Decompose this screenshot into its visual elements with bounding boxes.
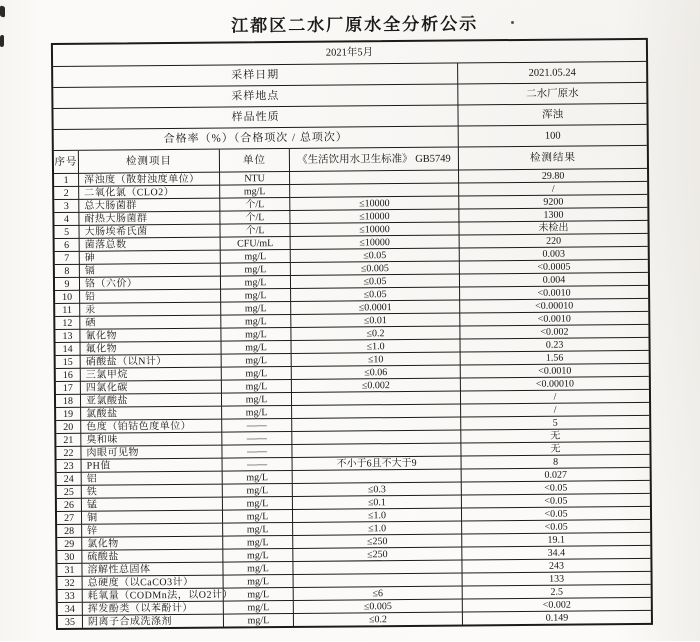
cell-item: 铁 bbox=[82, 485, 223, 499]
cell-unit: mg/L bbox=[221, 263, 291, 277]
cell-result: 9200 bbox=[459, 195, 647, 210]
cell-result: 34.4 bbox=[462, 546, 650, 561]
cell-seq: 19 bbox=[56, 408, 81, 421]
cell-standard: ≤10 bbox=[292, 352, 461, 366]
cell-standard: ≤1.0 bbox=[292, 339, 461, 353]
cell-seq: 28 bbox=[57, 525, 82, 538]
info-label: 采样地点 bbox=[53, 85, 458, 110]
cell-item: 色度（铂钴色度单位） bbox=[81, 420, 222, 434]
cell-standard: ≤0.01 bbox=[291, 313, 460, 327]
cell-unit: —— bbox=[222, 445, 292, 459]
cell-result: 133 bbox=[463, 572, 651, 587]
header-result: 检测结果 bbox=[459, 146, 647, 171]
cell-result: 0.027 bbox=[462, 468, 650, 483]
cell-standard: ≤0.0001 bbox=[291, 300, 460, 314]
cell-item: 锰 bbox=[82, 498, 223, 512]
cell-seq: 22 bbox=[56, 447, 81, 460]
cell-seq: 35 bbox=[58, 616, 83, 628]
analysis-table bbox=[51, 38, 653, 630]
cell-result: 1.56 bbox=[461, 351, 649, 366]
cell-item: 总大肠菌群 bbox=[79, 199, 220, 213]
cell-item: 铅 bbox=[80, 290, 221, 304]
cell-unit: mg/L bbox=[222, 393, 292, 407]
cell-standard: ≤0.002 bbox=[292, 378, 461, 392]
info-value: 2021.05.24 bbox=[458, 62, 646, 85]
cell-standard: ≤0.06 bbox=[292, 365, 461, 379]
cell-standard: ≤0.1 bbox=[293, 495, 462, 509]
cell-item: 氟化物 bbox=[81, 342, 222, 356]
cell-item: 硝酸盐（以N计） bbox=[81, 355, 222, 369]
cell-unit: mg/L bbox=[223, 562, 293, 576]
cell-unit: mg/L bbox=[223, 523, 293, 537]
cell-result: 243 bbox=[462, 559, 650, 574]
cell-seq: 2 bbox=[54, 187, 79, 200]
cell-standard: ≤0.005 bbox=[291, 261, 460, 275]
cell-seq: 30 bbox=[57, 551, 82, 564]
cell-item: 氰化物 bbox=[80, 329, 221, 343]
page-title: 江都区二水厂原水全分析公示 bbox=[231, 14, 479, 36]
cell-seq: 13 bbox=[55, 330, 80, 343]
cell-item: 挥发酚类（以苯酚计） bbox=[83, 602, 224, 616]
cell-unit: mg/L bbox=[221, 315, 291, 329]
cell-item: 耗氧量（CODMn法，以O2计） bbox=[83, 589, 224, 603]
cell-result: / bbox=[461, 403, 649, 418]
cell-seq: 1 bbox=[54, 174, 79, 187]
cell-standard: ≤0.2 bbox=[291, 326, 460, 340]
cell-result: 无 bbox=[461, 429, 649, 444]
cell-item: 铬（六价） bbox=[80, 277, 221, 291]
cell-item: 铜 bbox=[82, 511, 223, 525]
cell-unit: mg/L bbox=[223, 471, 293, 485]
cell-standard: 不小于6且不大于9 bbox=[293, 456, 462, 470]
cell-unit: mg/L bbox=[223, 510, 293, 524]
cell-result: 2.5 bbox=[463, 585, 651, 600]
header-unit: 单位 bbox=[220, 149, 290, 173]
cell-unit: —— bbox=[223, 458, 293, 472]
header-seq: 序号 bbox=[54, 151, 79, 174]
cell-result: 0.23 bbox=[460, 338, 648, 353]
cell-standard: ≤0.05 bbox=[291, 274, 460, 288]
cell-result: / bbox=[461, 390, 649, 405]
cell-seq: 26 bbox=[57, 499, 82, 512]
cell-seq: 18 bbox=[56, 395, 81, 408]
cell-result: 8 bbox=[462, 455, 650, 470]
cell-item: 汞 bbox=[80, 303, 221, 317]
cell-unit: —— bbox=[222, 432, 292, 446]
cell-seq: 32 bbox=[58, 577, 83, 590]
cell-seq: 25 bbox=[57, 486, 82, 499]
cell-seq: 4 bbox=[54, 213, 79, 226]
cell-unit: mg/L bbox=[222, 406, 292, 420]
cell-standard: ≤0.05 bbox=[291, 287, 460, 301]
info-label: 合格率（%）（合格项次 / 总项次） bbox=[54, 127, 459, 152]
cell-item: 阴离子合成洗涤剂 bbox=[83, 615, 224, 628]
cell-result: <0.00010 bbox=[460, 299, 648, 314]
cell-seq: 21 bbox=[56, 434, 81, 447]
cell-unit: CFU/mL bbox=[221, 237, 291, 251]
cell-item: 铝 bbox=[82, 472, 223, 486]
cell-unit: mg/L bbox=[221, 250, 291, 264]
cell-unit: mg/L bbox=[223, 497, 293, 511]
cell-standard: ≤1.0 bbox=[293, 521, 462, 535]
cell-seq: 17 bbox=[56, 382, 81, 395]
cell-unit: 个/L bbox=[220, 211, 290, 225]
cell-result: / bbox=[459, 182, 647, 197]
cell-standard: ≤0.3 bbox=[293, 482, 462, 496]
info-value: 浑浊 bbox=[458, 104, 646, 127]
cell-standard: ≤250 bbox=[293, 547, 462, 561]
cell-seq: 11 bbox=[55, 304, 80, 317]
cell-item: 二氧化氯（CLO2） bbox=[79, 186, 220, 200]
cell-seq: 15 bbox=[56, 356, 81, 369]
cell-result: 0.004 bbox=[460, 273, 648, 288]
cell-item: 亚氯酸盐 bbox=[81, 394, 222, 408]
cell-unit: mg/L bbox=[224, 614, 294, 627]
header-item: 检测项目 bbox=[79, 150, 220, 174]
cell-unit: mg/L bbox=[222, 341, 292, 355]
cell-seq: 33 bbox=[58, 590, 83, 603]
cell-unit: mg/L bbox=[221, 289, 291, 303]
cell-result: <0.0010 bbox=[461, 364, 649, 379]
cell-unit: mg/L bbox=[222, 380, 292, 394]
cell-unit: mg/L bbox=[220, 185, 290, 199]
cell-result: 未检出 bbox=[459, 221, 647, 236]
cell-standard: ≤10000 bbox=[290, 196, 459, 210]
cell-standard: ≤0.005 bbox=[294, 599, 463, 613]
cell-result: 5 bbox=[461, 416, 649, 431]
cell-result: <0.05 bbox=[462, 520, 650, 535]
cell-result: <0.0010 bbox=[460, 312, 648, 327]
cell-unit: NTU bbox=[220, 172, 290, 186]
cell-result: <0.0005 bbox=[460, 260, 648, 275]
cell-item: 菌落总数 bbox=[80, 238, 221, 252]
cell-item: 氯酸盐 bbox=[81, 407, 222, 421]
cell-seq: 9 bbox=[55, 278, 80, 291]
cell-seq: 5 bbox=[54, 226, 79, 239]
cell-seq: 10 bbox=[55, 291, 80, 304]
cell-unit: 个/L bbox=[220, 198, 290, 212]
cell-item: 砷 bbox=[80, 251, 221, 265]
header-standard: 《生活饮用水卫生标准》 GB5749 bbox=[290, 148, 459, 172]
cell-unit: 个/L bbox=[220, 224, 290, 238]
report-month: 2021年5月 bbox=[53, 40, 646, 67]
cell-unit: mg/L bbox=[222, 354, 292, 368]
cell-unit: mg/L bbox=[223, 536, 293, 550]
cell-unit: mg/L bbox=[223, 484, 293, 498]
cell-item: 硫酸盐 bbox=[82, 550, 223, 564]
cell-seq: 12 bbox=[55, 317, 80, 330]
cell-item: 四氯化碳 bbox=[81, 381, 222, 395]
cell-item: 大肠埃希氏菌 bbox=[79, 225, 220, 239]
cell-seq: 23 bbox=[57, 460, 82, 473]
cell-result: 无 bbox=[461, 442, 649, 457]
cell-standard: ≤10000 bbox=[290, 222, 459, 236]
cell-seq: 20 bbox=[56, 421, 81, 434]
cell-seq: 27 bbox=[57, 512, 82, 525]
cell-unit: mg/L bbox=[224, 575, 294, 589]
cell-item: 浑浊度（散射浊度单位） bbox=[79, 173, 220, 187]
cell-item: 总硬度（以CaCO3计） bbox=[83, 576, 224, 590]
cell-item: 硒 bbox=[80, 316, 221, 330]
cell-result: <0.00010 bbox=[461, 377, 649, 392]
cell-standard: ≤10000 bbox=[290, 209, 459, 223]
cell-item: 锌 bbox=[82, 524, 223, 538]
cell-seq: 24 bbox=[57, 473, 82, 486]
cell-item: 肉眼可见物 bbox=[81, 446, 222, 460]
cell-result: <0.05 bbox=[462, 507, 650, 522]
cell-result: <0.002 bbox=[460, 325, 648, 340]
info-value: 二水厂原水 bbox=[458, 83, 646, 106]
cell-unit: —— bbox=[222, 419, 292, 433]
cell-unit: mg/L bbox=[221, 276, 291, 290]
cell-standard: ≤0.2 bbox=[294, 612, 463, 625]
cell-seq: 6 bbox=[55, 239, 80, 252]
cell-item: 三氯甲烷 bbox=[81, 368, 222, 382]
info-label: 样品性质 bbox=[53, 106, 458, 131]
cell-seq: 29 bbox=[57, 538, 82, 551]
cell-result: 0.003 bbox=[460, 247, 648, 262]
cell-standard: ≤1.0 bbox=[293, 508, 462, 522]
cell-seq: 7 bbox=[55, 252, 80, 265]
cell-unit: mg/L bbox=[222, 367, 292, 381]
cell-result: <0.002 bbox=[463, 598, 651, 613]
cell-result: <0.05 bbox=[462, 481, 650, 496]
results-body bbox=[54, 169, 651, 628]
cell-item: 臭和味 bbox=[81, 433, 222, 447]
cell-seq: 14 bbox=[56, 343, 81, 356]
cell-result: <0.0010 bbox=[460, 286, 648, 301]
cell-standard: ≤0.05 bbox=[291, 248, 460, 262]
cell-unit: mg/L bbox=[224, 588, 294, 602]
cell-result: 29.80 bbox=[459, 169, 647, 184]
cell-seq: 8 bbox=[55, 265, 80, 278]
cell-unit: mg/L bbox=[223, 549, 293, 563]
cell-seq: 31 bbox=[57, 564, 82, 577]
cell-result: 0.149 bbox=[545, 612, 569, 624]
cell-standard: ≤10000 bbox=[291, 235, 460, 249]
info-label: 采样日期 bbox=[53, 64, 458, 89]
cell-standard: ≤6 bbox=[294, 586, 463, 600]
cell-unit: mg/L bbox=[221, 328, 291, 342]
cell-item: 耐热大肠菌群 bbox=[79, 212, 220, 226]
cell-result: 220 bbox=[460, 234, 648, 249]
cell-unit: mg/L bbox=[224, 601, 294, 615]
cell-result: <0.05 bbox=[462, 494, 650, 509]
cell-standard: ≤250 bbox=[293, 534, 462, 548]
cell-item: PH值 bbox=[82, 459, 223, 473]
cell-seq: 34 bbox=[58, 603, 83, 616]
cell-item: 溶解性总固体 bbox=[82, 563, 223, 577]
info-value: 100 bbox=[459, 125, 647, 148]
cell-item: 镉 bbox=[80, 264, 221, 278]
cell-result: 1300 bbox=[459, 208, 647, 223]
cell-item: 氯化物 bbox=[82, 537, 223, 551]
cell-seq: 16 bbox=[56, 369, 81, 382]
cell-seq: 3 bbox=[54, 200, 79, 213]
cell-result: 19.1 bbox=[462, 533, 650, 548]
cell-unit: mg/L bbox=[221, 302, 291, 316]
